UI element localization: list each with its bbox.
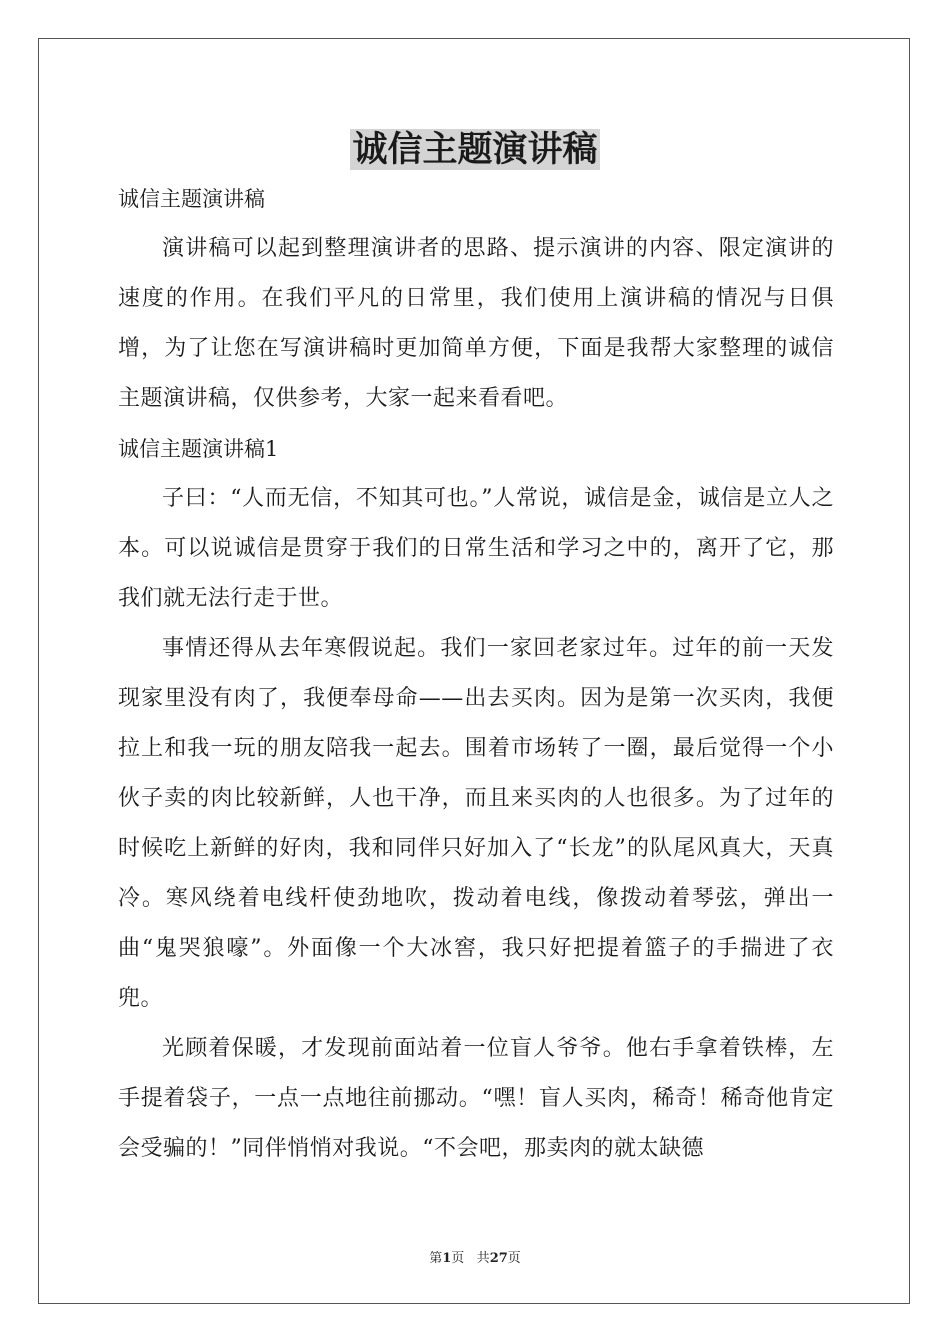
section-heading: 诚信主题演讲稿1 bbox=[118, 437, 279, 461]
body-paragraph-1: 子曰：“人而无信，不知其可也。”人常说，诚信是金，诚信是立人之本。可以说诚信是贯穿于我们的日常生活和学习之中的，离开了它，那我们就无法行走于世。 bbox=[118, 486, 834, 611]
body-paragraph-3: 光顾着保暖，才发现前面站着一位盲人爷爷。他右手拿着铁棒，左手提着袋子，一点一点地往前挪动。“嘿！盲人买肉，稀奇！稀奇他肯定会受骗的！”同伴悄悄对我说。“不会吧，那卖肉的就太缺德 bbox=[118, 1036, 834, 1161]
body-paragraph-2: 事情还得从去年寒假说起。我们一家回老家过年。过年的前一天发现家里没有肉了，我便奉母命——出去买肉。因为是第一次买肉，我便拉上和我一玩的朋友陪我一起去。围着市场转了一圈，最后觉得一个小伙子卖的肉比较新鲜，人也干净，而且来买肉的人也很多。为了过年的时候吃上新鲜的好肉，我和同伴只好加入了“长龙”的队尾风真大，天真冷。寒风绕着电线杆使劲地吹，拨动着电线，像拨动着琴弦，弹出一曲“鬼哭狼嚎”。外面像一个大冰窖，我只好把提着篮子的手揣进了衣兜。 bbox=[118, 636, 834, 1011]
page-prefix: 第 bbox=[429, 1251, 443, 1266]
page-footer bbox=[0, 1247, 950, 1266]
page-suffix: 页 bbox=[451, 1251, 465, 1266]
page-number: 1 bbox=[442, 1251, 452, 1266]
total-pages: 27 bbox=[489, 1251, 508, 1266]
total-prefix: 共 bbox=[476, 1251, 490, 1266]
document-title bbox=[0, 126, 950, 174]
intro-paragraph: 演讲稿可以起到整理演讲者的思路、提示演讲的内容、限定演讲的速度的作用。在我们平凡的日常里，我们使用上演讲稿的情况与日俱增，为了让您在写演讲稿时更加简单方便，下面是我帮大家整理的诚信主题演讲稿，仅供参考，大家一起来看看吧。 bbox=[118, 236, 834, 411]
document-body bbox=[118, 174, 834, 1174]
document-title-text: 诚信主题演讲稿 bbox=[352, 129, 598, 170]
document-subtitle: 诚信主题演讲稿 bbox=[118, 187, 265, 211]
total-suffix: 页 bbox=[507, 1251, 521, 1266]
